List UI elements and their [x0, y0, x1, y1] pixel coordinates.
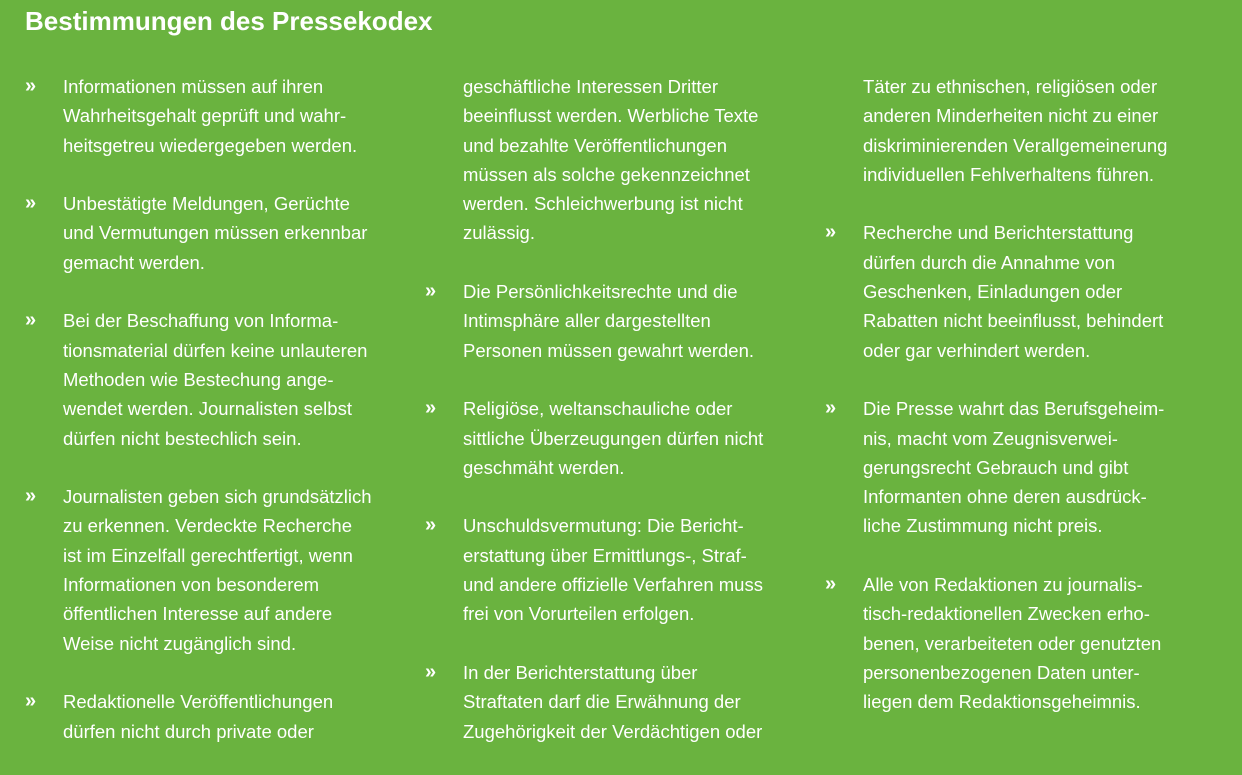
text-line: öffentlichen Interesse auf andere	[63, 603, 333, 625]
text-line: beeinflusst werden. Werbliche Texte	[463, 105, 759, 127]
text-line: Rabatten nicht beeinflusst, behindert	[863, 310, 1164, 332]
text-line: Informationen von besonderem	[63, 574, 320, 596]
text-line: Die Persönlichkeitsrechte und die	[463, 281, 738, 303]
column-3	[825, 72, 1167, 746]
list-item	[25, 72, 372, 160]
text-line: nis, macht vom Zeugnisverwei-	[863, 427, 1118, 449]
text-line: Recherche und Berichterstattung	[863, 222, 1134, 244]
text-line: In der Berichterstattung über	[463, 661, 698, 683]
bullet-icon: »	[25, 690, 37, 713]
text-line: oder gar verhindert werden.	[863, 339, 1091, 361]
text-line: und Vermutungen müssen erkennbar	[63, 222, 368, 244]
text-line: gemacht werden.	[63, 251, 205, 273]
text-line: und andere offizielle Verfahren muss	[463, 574, 763, 596]
text-line: müssen als solche gekennzeichnet	[463, 163, 750, 185]
bullet-icon: »	[425, 280, 437, 303]
list-item	[825, 394, 1167, 540]
text-line: werden. Schleichwerbung ist nicht	[463, 193, 743, 215]
text-line: zulässig.	[463, 222, 535, 244]
bullet-icon: »	[425, 514, 437, 537]
bullet-icon: »	[25, 485, 37, 508]
text-line: anderen Minderheiten nicht zu einer	[863, 105, 1159, 127]
list-item	[425, 658, 763, 746]
list-item	[425, 511, 763, 628]
bullet-icon: »	[825, 397, 837, 420]
list-item	[825, 218, 1167, 364]
text-line: Intimsphäre aller dargestellten	[463, 310, 711, 332]
text-line: Bei der Beschaffung von Informa-	[63, 310, 339, 332]
list-item	[25, 482, 372, 658]
text-line: frei von Vorurteilen erfolgen.	[463, 603, 695, 625]
text-line: Wahrheitsgehalt geprüft und wahr-	[63, 105, 347, 127]
text-line: Redaktionelle Veröffentlichungen	[63, 691, 334, 713]
text-line: Alle von Redaktionen zu journalis-	[863, 574, 1143, 596]
bullet-icon: »	[25, 192, 37, 215]
text-line: Unschuldsvermutung: Die Bericht-	[463, 515, 744, 537]
list-item	[425, 394, 763, 482]
text-line: benen, verarbeiteten oder genutzten	[863, 632, 1162, 654]
text-line: dürfen durch die Annahme von	[863, 251, 1115, 273]
column-2	[425, 72, 763, 775]
page-title: Bestimmungen des Pressekodex	[25, 6, 433, 36]
text-line: Täter zu ethnischen, religiösen oder	[863, 76, 1158, 97]
text-line: gerungsrecht Gebrauch und gibt	[863, 456, 1129, 478]
text-line: und bezahlte Veröffentlichungen	[463, 134, 728, 156]
text-line: ist im Einzelfall gerechtfertigt, wenn	[63, 544, 353, 566]
list-item	[25, 687, 372, 746]
text-line: Unbestätigte Meldungen, Gerüchte	[63, 193, 350, 215]
text-line: heitsgetreu wiedergegeben werden.	[63, 134, 358, 156]
text-line: geschmäht werden.	[463, 456, 625, 478]
text-line: tisch-redaktionellen Zwecken erho-	[863, 603, 1150, 625]
text-line: erstattung über Ermittlungs-, Straf-	[463, 544, 747, 566]
list-item	[25, 189, 372, 277]
list-item	[25, 306, 372, 452]
bullet-icon: »	[425, 660, 437, 683]
bullet-icon: »	[25, 75, 37, 97]
list-item	[425, 277, 763, 365]
text-line: sittliche Überzeugungen dürfen nicht	[463, 427, 764, 449]
bullet-icon: »	[825, 573, 837, 596]
text-line: Methoden wie Bestechung ange-	[63, 368, 334, 390]
text-line: Zugehörigkeit der Verdächtigen oder	[463, 720, 763, 742]
bullet-icon: »	[825, 221, 837, 244]
text-line: Straftaten darf die Erwähnung der	[463, 691, 741, 713]
bullet-icon: »	[25, 309, 37, 332]
text-line: wendet werden. Journalisten selbst	[63, 398, 352, 420]
text-line: liche Zustimmung nicht preis.	[863, 515, 1103, 537]
text-line: Personen müssen gewahrt werden.	[463, 339, 755, 361]
text-line: dürfen nicht durch private oder	[63, 720, 314, 742]
text-line: diskriminierenden Verallgemeinerung	[863, 134, 1168, 156]
text-line: Weise nicht zugänglich sind.	[63, 632, 297, 654]
column-1	[25, 72, 372, 775]
text-line: Religiöse, weltanschauliche oder	[463, 398, 733, 420]
list-item	[825, 570, 1167, 716]
text-line: personenbezogenen Daten unter-	[863, 661, 1140, 683]
text-line: zu erkennen. Verdeckte Recherche	[63, 515, 352, 537]
bullet-icon: »	[425, 397, 437, 420]
text-line: individuellen Fehlverhaltens führen.	[863, 163, 1155, 185]
text-line: Informanten ohne deren ausdrück-	[863, 486, 1147, 508]
list-item-continuation	[425, 72, 763, 248]
text-line: Geschenken, Einladungen oder	[863, 281, 1123, 303]
text-line: Die Presse wahrt das Berufsgeheim-	[863, 398, 1165, 420]
text-line: geschäftliche Interessen Dritter	[463, 76, 719, 97]
text-line: Journalisten geben sich grundsätzlich	[63, 486, 372, 508]
list-item-continuation	[825, 72, 1167, 189]
text-line: dürfen nicht bestechlich sein.	[63, 427, 302, 449]
text-line: liegen dem Redaktionsgeheimnis.	[863, 691, 1141, 713]
text-line: Informationen müssen auf ihren	[63, 76, 324, 97]
text-line: tionsmaterial dürfen keine unlauteren	[63, 339, 368, 361]
